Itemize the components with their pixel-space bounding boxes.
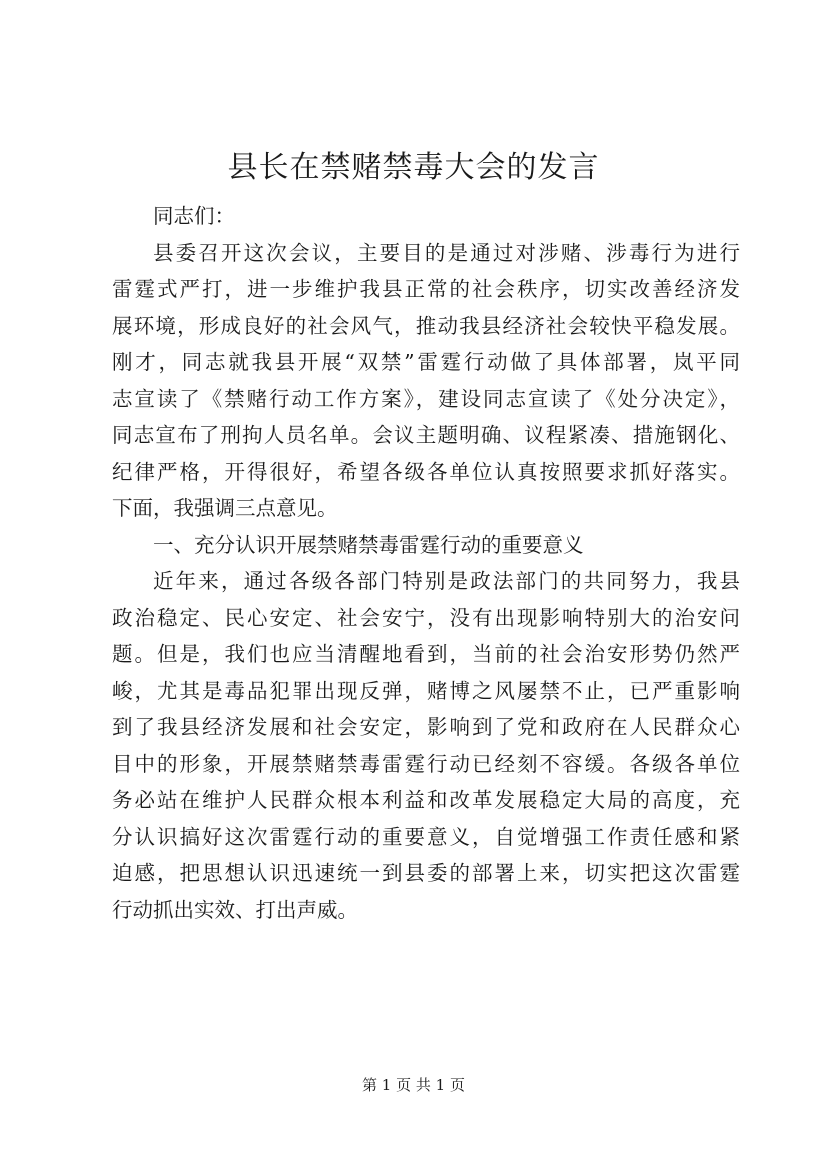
paragraph-2-line-3: 题。但是，我们也应当清醒地看到，当前的社会治安形势仍然严 [112,642,740,666]
paragraph-2-line-5: 到了我县经济发展和社会安定，影响到了党和政府在人民群众心 [112,715,740,739]
paragraph-2-line-10: 行动抓出实效、打出声威。 [112,897,358,922]
paragraph-1-line-5: 志宣读了《禁赌行动工作方案》，建设同志宣读了《处分决定》， [112,386,740,411]
section-heading-1: 一、充分认识开展禁赌禁毒雷霆行动的重要意义 [153,532,584,557]
paragraph-2-line-2: 政治稳定、民心安定、社会安宁，没有出现影响特别大的治安问 [112,605,740,630]
page-footer: 第 1 页 共 1 页 [362,1076,465,1094]
salutation: 同志们： [153,204,235,228]
paragraph-1-line-2: 雷霆式严打，进一步维护我县正常的社会秩序，切实改善经济发 [112,277,740,301]
paragraph-2-line-7: 务必站在维护人民群众根本利益和改革发展稳定大局的高度，充 [112,788,740,812]
document-body [112,198,740,928]
paragraph-1-line-3: 展环境，形成良好的社会风气，推动我县经济社会较快平稳发展。 [112,313,740,338]
paragraph-2-line-8: 分认识搞好这次雷霆行动的重要意义，自觉增强工作责任感和紧 [112,824,740,849]
paragraph-2-line-9: 迫感，把思想认识迅速统一到县委的部署上来，切实把这次雷霆 [112,861,740,885]
document-title: 县长在禁赌禁毒大会的发言 [227,150,600,185]
paragraph-1-line-8: 下面，我强调三点意见。 [112,496,338,520]
paragraph-1-line-7: 纪律严格，开得很好，希望各级各单位认真按照要求抓好落实。 [112,459,740,484]
paragraph-1-line-6: 同志宣布了刑拘人员名单。会议主题明确、议程紧凑、措施钢化、 [112,423,740,447]
paragraph-2-line-4: 峻，尤其是毒品犯罪出现反弹，赌博之风屡禁不止，已严重影响 [112,678,740,703]
paragraph-1-line-4: 刚才，同志就我县开展“双禁”雷霆行动做了具体部署，岚平同 [112,350,740,374]
paragraph-2-line-6: 目中的形象，开展禁赌禁毒雷霆行动已经刻不容缓。各级各单位 [112,751,740,776]
paragraph-1-line-1: 县委召开这次会议，主要目的是通过对涉赌、涉毒行为进行 [153,240,740,265]
paragraph-2-line-1: 近年来，通过各级各部门特别是政法部门的共同努力，我县 [153,569,740,593]
